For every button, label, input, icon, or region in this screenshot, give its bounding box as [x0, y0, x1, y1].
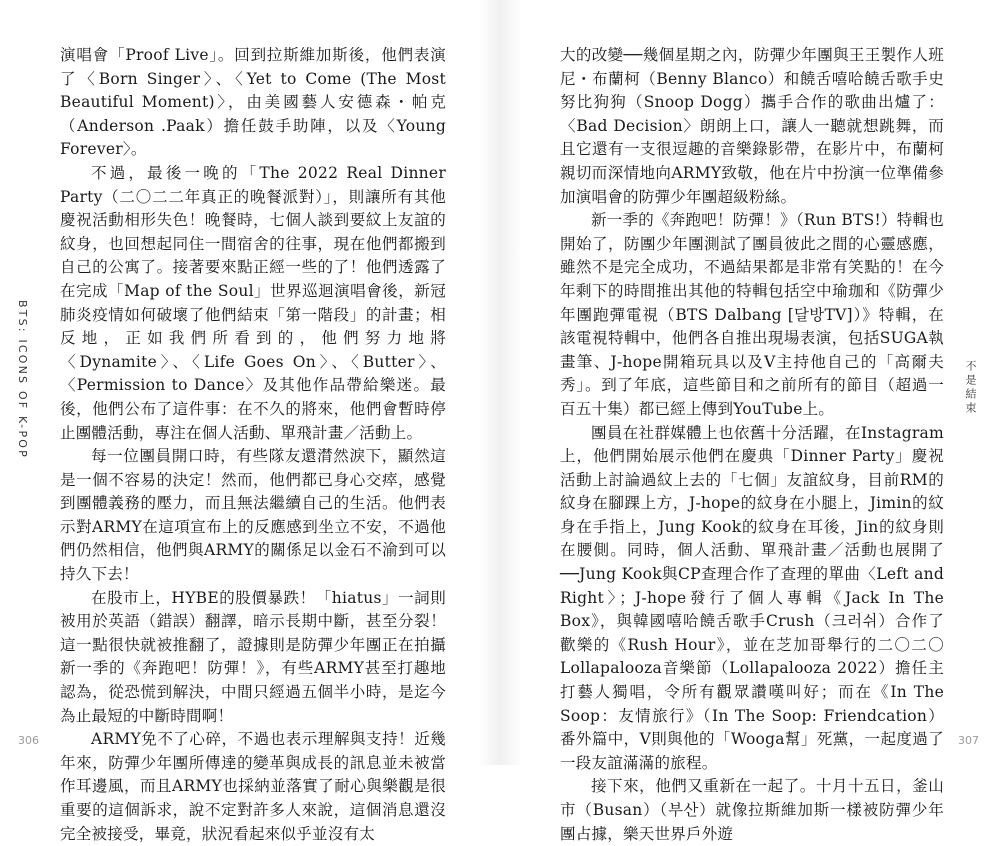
page-number: 306 — [18, 734, 39, 747]
paragraph: 大的改變──幾個星期之內，防彈少年團與王王製作人班尼・布蘭柯（Benny Blanco）和饒舌嘻哈饒舌歌手史努比狗狗（Snoop Dogg）攜手合作的歌曲出爐了：〈Bad Decision〉朗朗上口，讓人一聽就想跳舞，而且它還有一支很逗趣的音樂錄影帶，在影片中，布蘭柯親切而深情地向ARMY致敬，他在片中扮演一位準備參加演唱會的防彈少年團超級粉絲。 — [560, 46, 944, 206]
paragraph: ARMY免不了心碎，不過也表示理解與支持！近幾年來，防彈少年團所傳達的變革與成長的訊息並未被當作耳邊風，而且ARMY也採納並落實了耐心與樂觀是很重要的這個訴求，說不定對許多人來說，這個消息還沒完全被接受，畢竟，狀況看起來似乎並沒有太 — [60, 730, 446, 843]
body-text — [60, 44, 446, 846]
left-page — [0, 0, 500, 843]
gutter-shadow — [478, 0, 500, 765]
paragraph: 每一位團員開口時，有些隊友還潸然淚下，顯然這是一個不容易的決定！然而，他們都已身心交瘁，感覺到團體義務的壓力，而且無法繼續自己的生活。他們表示對ARMY在這項宣布上的反應感到坐立不安，不過他們仍然相信，他們與ARMY的關係足以金石不渝到可以持久下去！ — [60, 447, 446, 584]
paragraph: 接下來，他們又重新在一起了。十月十五日，釜山市（Busan）（부산）就像拉斯維加斯一樣被防彈少年團占據，樂天世界戶外遊 — [560, 777, 944, 843]
body-text — [560, 44, 944, 846]
paragraph: 不過，最後一晚的「The 2022 Real Dinner Party（二〇二二年真正的晚餐派對）」，則讓所有其他慶祝活動相形失色！晚餐時，七個人談到要紋上友誼的紋身，也回想起同住一間宿舍的往事，現在他們都搬到自己的公寓了。接著要來點正經一些的了！他們透露了在完成「Map of the Soul」世界巡迴演唱會後，新冠肺炎疫情如何破壞了他們結束「第一階段」的計畫；相反地，正如我們所看到的，他們努力地將〈Dynamite〉、〈Life Goes On〉、〈Butter〉、〈Permission to Dance〉及其他作品帶給樂迷。最後，他們公布了這件事：在不久的將來，他們會暫時停止團體活動，專注在個人活動、單飛計畫／活動上。 — [60, 163, 446, 442]
paragraph: 在股市上，HYBE的股價暴跌！「hiatus」一詞則被用於英語（錯誤）翻譯，暗示長期中斷，甚至分裂！這一點很快就被推翻了，證據則是防彈少年團正在拍攝新一季的《奔跑吧！防彈！》，有些ARMY甚至打趣地認為，從恐慌到解決，中間只經過五個半小時，是迄今為止最短的中斷時間啊！ — [60, 588, 446, 725]
running-title: 不是結束 — [964, 360, 977, 416]
gutter-shadow — [500, 0, 522, 765]
paragraph: 演唱會「Proof Live」。回到拉斯維加斯後，他們表演了〈Born Singer〉、〈Yet to Come (The Most Beautiful Moment)〉，由美國藝人安德森・帕克（Anderson .Paak）擔任鼓手助陣，以及〈Young Forever〉。 — [60, 46, 446, 159]
running-title: BTS: ICONS OF K-POP — [16, 300, 29, 459]
paragraph: 團員在社群媒體上也依舊十分活躍，在Instagram上，他們開始展示他們在慶典「Dinner Party」慶祝活動上討論過紋上去的「七個」友誼紋身，目前RM的紋身在腳踝上方，J-hope的紋身在小腿上，Jimin的紋身在手指上，Jung Kook的紋身在耳後，Jin的紋身則在腰側。同時，個人活動、單飛計畫／活動也展開了──Jung Kook與CP查理合作了查理的單曲〈Left and Right〉；J-hope發行了個人專輯《Jack In The Box》，與韓國嘻哈饒舌歌手Crush（크러쉬）合作了歡樂的《Rush Hour》，並在芝加哥舉行的二〇二〇 Lollapalooza音樂節（Lollapalooza 2022）擔任主打藝人獨唱，令所有觀眾讚嘆叫好；而在《In The Soop：友情旅行》（In The Soop: Friendcation）番外篇中，V則與他的「Wooga幫」死黨，一起度過了一段友誼滿滿的旅程。 — [560, 423, 944, 772]
paragraph: 新一季的《奔跑吧！防彈！》（Run BTS!）特輯也開始了，防團少年團測試了團員彼此之間的心靈感應，雖然不是完全成功，不過結果都是非常有笑點的！在今年剩下的時間推出其他的特輯包括空中瑜珈和《防彈少年團跑彈電視（BTS Dalbang [달방TV]）》特輯，在該電視特輯中，他們各自推出現場表演，包括SUGA執畫筆、J-hope開箱玩具以及V主持他自己的「高爾夫秀」。到了年底，這些節目和之前所有的節目（超過一百五十集）都已經上傳到YouTube上。 — [560, 211, 944, 418]
right-page — [500, 0, 1000, 843]
page-number: 307 — [958, 734, 979, 747]
